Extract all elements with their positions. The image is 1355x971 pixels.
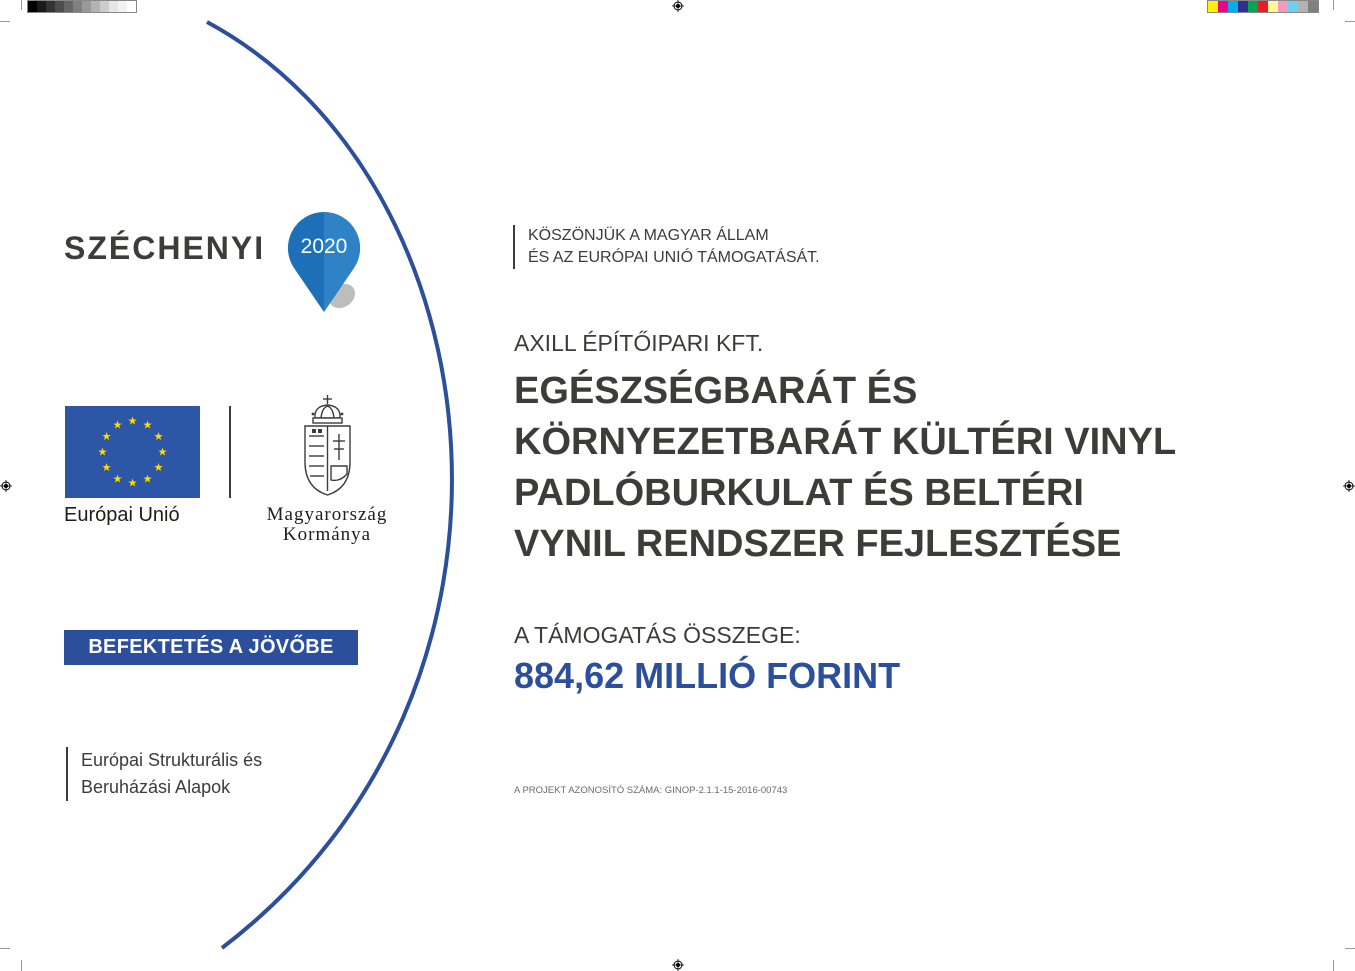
svg-text:★: ★: [127, 414, 138, 428]
company-name: AXILL ÉPÍTŐIPARI KFT.: [514, 330, 764, 356]
project-id: A PROJEKT AZONOSÍTÓ SZÁMA: GINOP-2.1.1-15-2016-00743: [514, 785, 788, 796]
szechenyi-year: 2020: [300, 235, 348, 258]
coat-of-arms-icon: [300, 394, 355, 498]
svg-text:★: ★: [153, 430, 164, 443]
support-amount-label: A TÁMOGATÁS ÖSSZEGE:: [514, 622, 801, 648]
eu-label: Európai Unió: [64, 504, 180, 526]
svg-text:★: ★: [142, 418, 153, 432]
thanks-note: [513, 225, 820, 269]
svg-text:★: ★: [97, 445, 108, 459]
thanks-line1: KÖSZÖNJÜK A MAGYAR ÁLLAM: [528, 227, 769, 244]
location-pin-icon: [284, 210, 364, 316]
thanks-line2: ÉS AZ EURÓPAI UNIÓ TÁMOGATÁSÁT.: [528, 249, 820, 266]
project-title-line: PADLÓBURKULAT ÉS BELTÉRI: [514, 472, 1084, 514]
logo-divider: [229, 406, 231, 498]
project-title-line: EGÉSZSÉGBARÁT ÉS: [514, 370, 918, 412]
svg-text:★: ★: [153, 461, 164, 474]
government-label-line2: Kormánya: [282, 524, 372, 545]
szechenyi-wordmark: SZÉCHENYI: [64, 230, 266, 266]
support-amount-value: 884,62 MILLIÓ FORINT: [514, 655, 901, 696]
invest-in-future-badge: BEFEKTETÉS A JÖVŐBE: [64, 630, 358, 665]
svg-text:★: ★: [101, 461, 112, 474]
esif-label-line2: Beruházási Alapok: [81, 777, 231, 797]
esif-label-line1: Európai Strukturális és: [81, 750, 263, 770]
svg-text:★: ★: [127, 476, 138, 490]
svg-text:★: ★: [142, 472, 153, 486]
government-label: [246, 505, 408, 545]
project-title-line: KÖRNYEZETBARÁT KÜLTÉRI VINYL: [514, 421, 1177, 463]
project-title: [514, 366, 1334, 570]
svg-text:★: ★: [101, 430, 112, 443]
svg-text:★: ★: [112, 472, 123, 486]
esif-label: [66, 747, 262, 801]
government-label-line1: Magyarország: [266, 504, 388, 525]
eu-flag-icon: [65, 406, 200, 498]
svg-text:★: ★: [157, 445, 168, 459]
project-title-line: VYNIL RENDSZER FEJLESZTÉSE: [514, 523, 1122, 565]
svg-text:★: ★: [112, 418, 123, 432]
